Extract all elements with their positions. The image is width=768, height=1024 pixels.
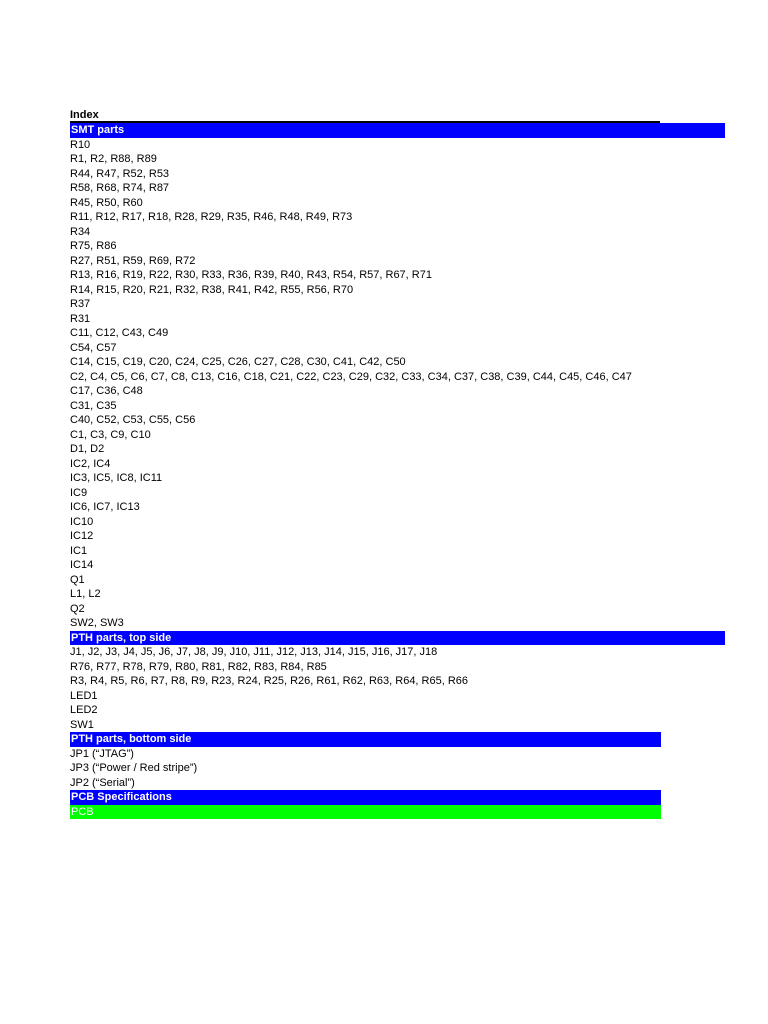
part-row[interactable]: IC6, IC7, IC13 — [70, 501, 140, 513]
part-row[interactable]: D1, D2 — [70, 443, 105, 455]
pth-top-parts-list — [70, 645, 768, 732]
part-row[interactable]: R34 — [70, 225, 91, 238]
part-row[interactable]: C54, C57 — [70, 341, 117, 354]
part-row[interactable]: R76, R77, R78, R79, R80, R81, R82, R83, R84, R85 — [70, 660, 327, 673]
smt-parts-list — [70, 138, 768, 631]
section-header-smt[interactable]: SMT parts — [70, 123, 725, 138]
part-row[interactable]: R45, R50, R60 — [70, 196, 143, 209]
part-row[interactable]: R58, R68, R74, R87 — [70, 182, 170, 194]
part-row[interactable]: JP3 (“Power / Red stripe”) — [70, 762, 198, 774]
part-row[interactable]: R44, R47, R52, R53 — [70, 167, 170, 180]
part-row[interactable]: Q1 — [70, 573, 85, 586]
part-row[interactable]: R27, R51, R59, R69, R72 — [70, 254, 196, 267]
part-row[interactable]: IC1 — [70, 544, 88, 557]
section-header-pth-top[interactable]: PTH parts, top side — [70, 631, 725, 646]
part-row[interactable]: SW1 — [70, 718, 94, 731]
section-header-pth-bottom[interactable]: PTH parts, bottom side — [70, 732, 661, 747]
part-row[interactable]: IC3, IC5, IC8, IC11 — [70, 472, 163, 484]
section-header-pcb[interactable]: PCB Specifications — [70, 790, 661, 805]
spreadsheet-sheet — [70, 108, 768, 819]
part-row[interactable]: JP1 (“JTAG”) — [70, 747, 134, 760]
part-row[interactable]: Q2 — [70, 602, 85, 615]
pth-bottom-parts-list — [70, 747, 768, 791]
part-row[interactable]: R13, R16, R19, R22, R30, R33, R36, R39, R40, R43, R54, R57, R67, R71 — [70, 269, 432, 281]
part-row[interactable]: IC12 — [70, 530, 94, 542]
part-row[interactable]: R10 — [70, 138, 91, 151]
part-row[interactable]: C31, C35 — [70, 399, 117, 412]
pcb-row[interactable]: PCB — [70, 805, 661, 820]
part-row[interactable]: LED2 — [70, 704, 98, 716]
part-row[interactable]: R37 — [70, 298, 91, 310]
part-row[interactable]: C40, C52, C53, C55, C56 — [70, 414, 196, 426]
part-row[interactable]: R3, R4, R5, R6, R7, R8, R9, R23, R24, R25, R26, R61, R62, R63, R64, R65, R66 — [70, 675, 469, 687]
part-row[interactable]: SW2, SW3 — [70, 617, 124, 629]
part-row[interactable]: IC2, IC4 — [70, 457, 111, 470]
part-row[interactable]: R75, R86 — [70, 240, 117, 252]
index-title: Index — [70, 108, 660, 123]
part-row[interactable]: JP2 (“Serial”) — [70, 776, 135, 789]
part-row[interactable]: C14, C15, C19, C20, C24, C25, C26, C27, C28, C30, C41, C42, C50 — [70, 356, 406, 368]
part-row[interactable]: IC10 — [70, 515, 94, 528]
part-row[interactable]: R1, R2, R88, R89 — [70, 153, 157, 165]
part-row[interactable]: J1, J2, J3, J4, J5, J6, J7, J8, J9, J10, J11, J12, J13, J14, J15, J16, J17, J18 — [70, 646, 438, 658]
part-row[interactable]: C2, C4, C5, C6, C7, C8, C13, C16, C18, C21, C22, C23, C29, C32, C33, C34, C37, C38, C39, C44, C45, C46, C47 — [70, 370, 632, 383]
part-row[interactable]: IC9 — [70, 486, 88, 499]
part-row[interactable]: LED1 — [70, 689, 98, 702]
part-row[interactable]: IC14 — [70, 559, 94, 571]
part-row[interactable]: L1, L2 — [70, 588, 101, 600]
part-row[interactable]: R31 — [70, 312, 91, 325]
part-row[interactable]: R14, R15, R20, R21, R32, R38, R41, R42, R55, R56, R70 — [70, 283, 354, 296]
part-row[interactable]: C1, C3, C9, C10 — [70, 428, 151, 441]
part-row[interactable]: C17, C36, C48 — [70, 385, 143, 397]
part-row[interactable]: C11, C12, C43, C49 — [70, 327, 169, 339]
part-row[interactable]: R11, R12, R17, R18, R28, R29, R35, R46, R48, R49, R73 — [70, 211, 353, 223]
